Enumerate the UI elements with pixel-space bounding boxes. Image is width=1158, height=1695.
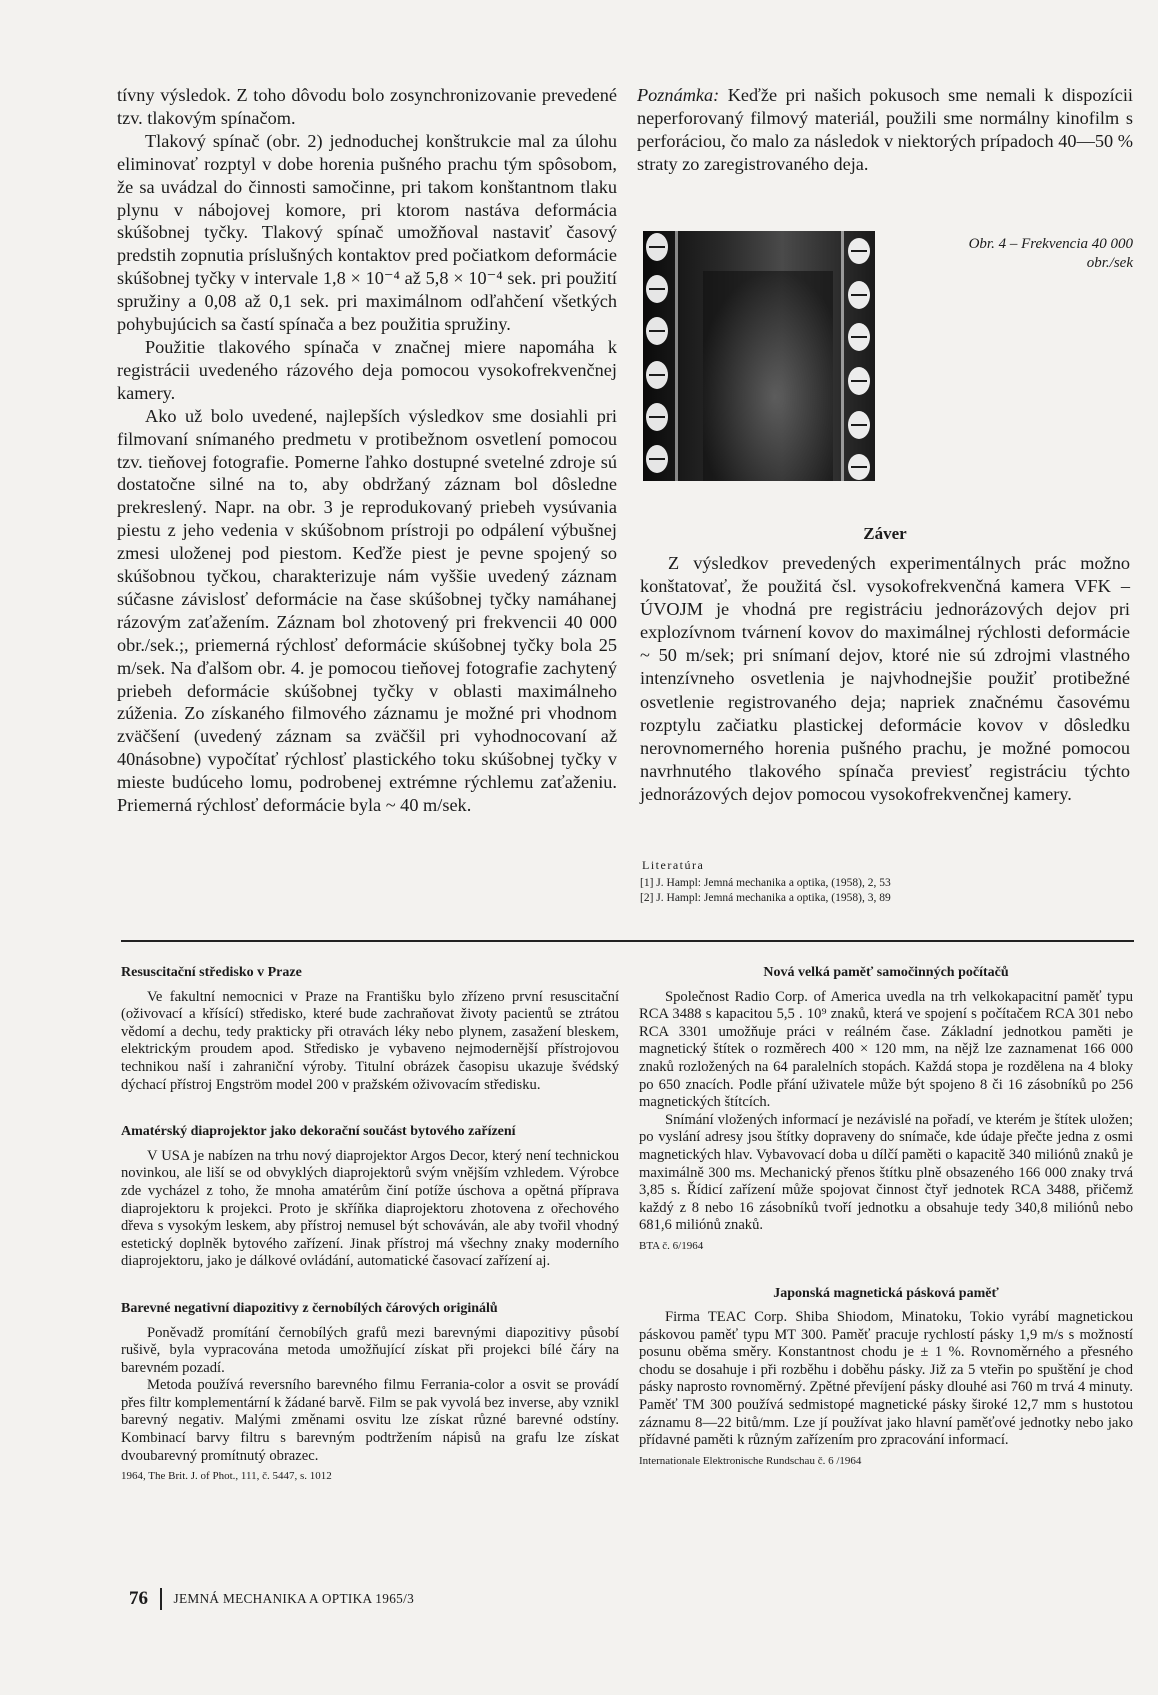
- figure-caption-line: obr./sek: [1086, 255, 1133, 271]
- news-article: [639, 1285, 1133, 1471]
- article-body: [639, 989, 1133, 1235]
- literature-list: [640, 876, 1130, 906]
- article-paragraph: V USA je nabízen na trhu nový diaprojektor Argos Decor, který není technickou novinkou, ale liší se od obvyklých diaprojektorů svým vnějším vzhledem. Výrobce zde vycházel z toho, že mnoha amatérům činí potíže úschova a opětná příprava diaprojektoru k projekci. Proto je skříňka diaprojektoru zhotovena z ořechového dřeva s vysokým leskem, aby přístroj nemusel být schováván, ale aby tvořil vhodný estetický doplněk bytového zařízení. Jinak přístroj má všechny znaky moderního diaprojektoru, jako je dálkové ovládání, automatické časovací zařízení aj.: [121, 1147, 619, 1270]
- article-body: [121, 1325, 619, 1466]
- news-column-left: [121, 964, 619, 1515]
- literature-item: [1] J. Hampl: Jemná mechanika a optika, (1958), 2, 53: [640, 877, 891, 889]
- article-paragraph: Společnost Radio Corp. of America uvedla na trh velkokapacitní paměť typu RCA 3488 s kapacitou 5,5 . 10⁹ znaků, která ve spojení s počítačem RCA 301 nebo RCA 3301 umožňuje práci v reálném čase. Základní jednotkou paměti je magnetický štítek o rozměrech 400 × 120 mm, na nějž lze zaznamenat 166 000 znaků rozložených na 64 paralelních stopách. Každá stopa je rozdělena na 4 bloky po 650 znacích. Podle přání uživatele může být spojeno 8 či 16 zásobníků po 256 magnetických štítcích.: [639, 988, 1133, 1111]
- news-column-right: [639, 964, 1133, 1499]
- article-title: Nová velká paměť samočinných počítačů: [763, 965, 1009, 980]
- figure-caption: [880, 235, 1133, 273]
- page-number: 76: [129, 1588, 148, 1609]
- news-article: [639, 964, 1133, 1256]
- section-divider: [121, 940, 1134, 942]
- article-paragraph: Ve fakultní nemocnici v Praze na Františku bylo zřízeno první resuscitační (oživovací a křísící) středisko, které bude zachraňovat životy pacientů se ztrátou vědomí a dechu, tedy prakticky při otravách léky nebo plynem, zasažení bleskem, elektrickým proudem apod. Středisko je vybaveno nejmodernější přístrojovou technikou naší i zahraniční výroby. Titulní obrázek časopisu ukazuje švédský dýchací přístroj Engström model 200 v pražském oživovacím středisku.: [121, 988, 619, 1093]
- literature-item: [2] J. Hampl: Jemná mechanika a optika, (1958), 3, 89: [640, 892, 891, 904]
- article-paragraph: Poněvadž promítání černobílých grafů mezi barevnými diapozitivy působí rušivě, byla vypracována metoda umožňující získat při projekci bílé čáry na barevném pozadí.: [121, 1324, 619, 1376]
- figure-caption-line: Obr. 4 – Frekvencia 40 000: [968, 236, 1133, 252]
- article-body: [121, 989, 619, 1095]
- article-title: Amatérský diaprojektor jako dekorační součást bytového zařízení: [121, 1124, 516, 1140]
- left-column: [117, 84, 617, 817]
- article-body: [121, 1148, 619, 1271]
- news-article: [121, 1300, 619, 1486]
- note-paragraph: [637, 84, 1133, 176]
- conclusion-paragraph: Z výsledkov prevedených experimentálnych prác možno konštatovať, že použitá čsl. vysokofrekvenčná kamera VFK – ÚVOJM je vhodná pre registráciu jednorázových dejov pri explozívnom tvárnení kovov do maximálnej rýchlosti deformácie ~ 50 m/sek; pri snímaní dejov, ktoré nie sú zdrojmi vlastného intenzívneho osvetlenia je najvhodnejšie použiť protibežné osvetlenie registrovaného deja; napriek značnému časovému rozptylu začiatku plastickej deformácie kovov v dôsledku nerovnomerného horenia pušného prachu, je možné pomocou navrhnutého tlakového spínača previesť registráciu týchto jednorázových dejov pomocou vysokofrekvenčnej kamery.: [640, 553, 1130, 804]
- news-article: [121, 964, 619, 1094]
- article-title: Barevné negativní diapozitivy z černobílých čárových originálů: [121, 1300, 498, 1316]
- article-paragraph: Firma TEAC Corp. Shiba Shiodom, Minatoku, Tokio vyrábí magnetickou páskovou paměť typu MT 300. Paměť pracuje rychlostí pásky 1,9 m/s s možností posunu oběma směry. Konstantnost chodu je ± 1 %. Rovnoměrného a přesného chodu se dosahuje i při rozběhu i doběhu pásky. Již za 5 vteřin po spuštění je chod pásky naprosto rovnoměrný. Zpětné převíjení pásky dlouhé asi 760 m trvá 4 minuty. Paměť TM 300 používá sedmistopé magnetické pásky široké 12,7 mm s hustotou záznamu 8—22 bitů/mm. Lze jí používat jako hlavní paměťové jednotky nebo jako přídavné paměti k různým zařízením pro zpracování informací.: [639, 1309, 1133, 1449]
- paragraph: Použitie tlakového spínača v značnej miere napomáha k registrácii uvedeného rázového deja pomocou vysokofrekvenčnej kamery.: [117, 336, 617, 403]
- note-label: Poznámka:: [637, 85, 720, 105]
- footer-separator: [160, 1588, 162, 1610]
- journal-name: JEMNÁ MECHANIKA A OPTIKA 1965/3: [173, 1591, 415, 1606]
- paragraph: Ako už bolo uvedené, najlepších výsledkov sme dosiahli pri filmovaní snímaného predmetu v protibežnom osvetlení pomocou tzv. tieňovej fotografie. Pomerne ľahko dostupné svetelné zdroje sú dostatočne silné na to, aby obdržaný záznam bol dôsledne prekreslený. Napr. na obr. 3 je reprodukovaný priebeh vysúvania piestu z jeho vedenia v skúšobnom prístroji po odpálení výbušnej zmesi uloženej pod piestom. Keďže piest je pevne spojený so skúšobnou tyčkou, charakterizuje nám vyššie uvedený záznam súčasne závislosť deformácie na čase skúšobnej tyčky namáhanej rázovým zaťažením. Záznam bol zhotovený pri frekvencii 40 000 obr./sek.;, priemerná rýchlosť deformácie skúšobnej tyčky bola 25 m/sek. Na ďalšom obr. 4. je pomocou tieňovej fotografie zachytený priebeh deformácie skúšobnej tyčky v oblasti maximálneho zúženia. Zo získaného filmového záznamu je možné pri vhodnom zväčšení (uvedený záznam sa zväčšil pri vyhodnocovaní až 40násobne) vypočítať rýchlosť plastického toku skúšobnej tyčky v mieste budúceho lomu, podrobenej extrémne rýchlemu zaťaženiu. Priemerná rýchlosť deformácie byla ~ 40 m/sek.: [117, 405, 617, 816]
- page-footer: [129, 1588, 414, 1610]
- film-strip-image: [643, 231, 875, 481]
- article-paragraph: Metoda používá reversního barevného filmu Ferrania-color a osvit se provádí přes filtr komplementární k žádané barvě. Film se pak vyvolá bez inverse, aby vznikl barevný negativ. Malými změnami osvitu lze získat různé barevné odstíny. Kombinací barvy filtru s barevným podtržením nápisů na grafu lze získat dvoubarevný promítnutý obrazec.: [121, 1377, 619, 1464]
- paragraph: Tlakový spínač (obr. 2) jednoduchej konštrukcie mal za úlohu eliminovať rozptyl v dobe horenia pušného prachu tým spôsobom, že sa uvádzal do činnosti samočinne, pri takom konštantnom tlaku plynu v nábojovej komore, pri ktorom nastáva deformácia skúšobnej tyčky. Tlakový spínač umožňoval nastaviť časový predstih zopnutia príslušných kontaktov pred počiatkom deformácie skúšobnej tyčky v intervale 1,8 × 10⁻⁴ až 5,8 × 10⁻⁴ sek. pri použití spružiny a 0,08 až 0,1 sek. pri maximálnom odľahčení všetkých pohybujúcich sa častí spínača a bez použitia spružiny.: [117, 130, 617, 335]
- right-column: [637, 84, 1133, 176]
- article-source: Internationale Elektronische Rundschau č. 6 /1964: [639, 1454, 862, 1467]
- article-body: [639, 1309, 1133, 1450]
- figure-4-film-photo: [643, 231, 875, 481]
- article-title: Japonská magnetická pásková paměť: [773, 1285, 999, 1301]
- paragraph: tívny výsledok. Z toho dôvodu bolo zosynchronizovanie prevedené tzv. tlakovým spínačom.: [117, 85, 617, 128]
- news-article: [121, 1123, 619, 1271]
- note-text: Keďže pri našich pokusoch sme nemali k dispozícii neperforovaný filmový materiál, použili sme normálny kinofilm s perforáciou, čo malo za následok v niektorých prípadoch 40—50 % straty zo zaregistrovaného deja.: [637, 85, 1133, 174]
- literature-heading: Literatúra: [642, 858, 705, 872]
- article-paragraph: Snímání vložených informací je nezávislé na pořadí, ve kterém je štítek uložen; po vyslání adresy jsou štítky dopraveny do snímače, kde údaje přečte jedna z osmi magnetických hlav. Vybavovací doba u dílčí paměti o kapacitě 340 miliónů znaků je maximálně 300 ms. Mechanický přenos štítku plně obsazeného 166 000 znaky trvá 3,85 s. Řídicí zařízení může spojovat činnost čtyř jednotek RCA 3488, přičemž každý z 8 nebo 16 zásobníků tvoří jednotku a obsahuje tedy 340,8 miliónů nebo 681,6 miliónů znaků.: [639, 1111, 1133, 1234]
- article-source: BTA č. 6/1964: [639, 1239, 704, 1252]
- conclusion-heading: Záver: [863, 524, 907, 543]
- article-source: 1964, The Brit. J. of Phot., 111, č. 5447, s. 1012: [121, 1470, 332, 1483]
- article-title: Resuscitační středisko v Praze: [121, 965, 302, 980]
